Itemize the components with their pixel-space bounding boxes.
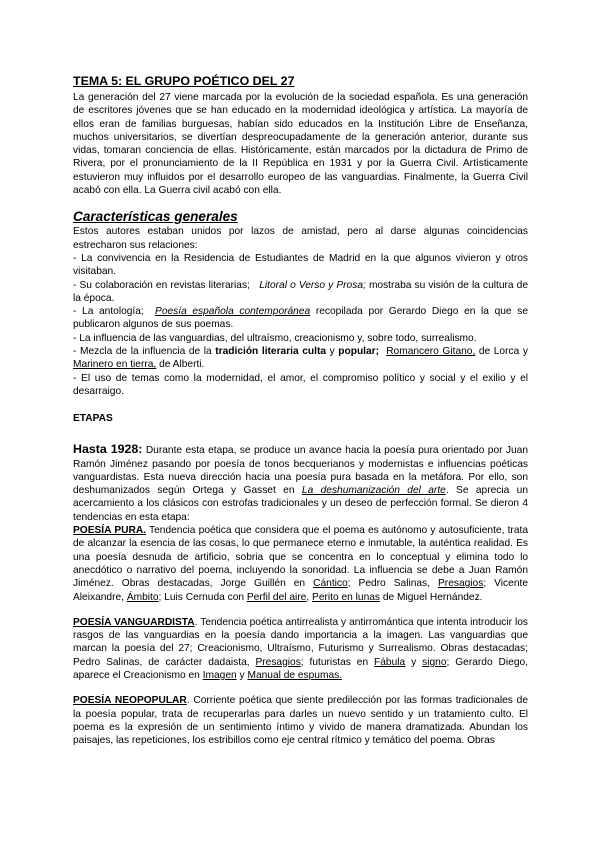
poesia-vanguardista-paragraph: POESÍA VANGUARDISTA. Tendencia poética antirrealista y antirromántica que intenta introducir los rasgos de las vanguardias en la poesía dando importancia a la imagen. Las vanguardias que marcan la poesía del 27; Creacionismo, Ultraísmo, Futurismo y Surrealismo. Obras destacadas; Pedro Salinas, de carácter dadaista, Presagios; futuristas en Fábula y signo; Gerardo Diego, aparece el Creacionismo en Imagen y Manual de espumas.: [73, 616, 528, 681]
document-title: TEMA 5: EL GRUPO POÉTICO DEL 27: [73, 74, 295, 88]
characteristics-lead: Estos autores estaban unidos por lazos de amistad, pero al darse algunas coincidencias estrecharon sus relaciones:: [73, 226, 528, 251]
poesia-neopopular-paragraph: POESÍA NEOPOPULAR. Corriente poética que siente predilección por las formas tradicionales de la poesía popular, trata de recuperarlas para darles un nuevo sentido y un tratamiento culto. El poema es la expresión de un sentimiento íntimo y vivido de manera dramatizada. Abundan los paisajes, las repeticiones, los estribillos como eje central rítmico y temático del poema. Obras: [73, 695, 528, 747]
poesia-pura-paragraph: POESÍA PURA. Tendencia poética que considera que el poema es autónomo y autosuficiente, trata de alcanzar la esencia de las cosas, lo que permanece eterno e inmutable, la auténtica realidad. Es una poesía desnuda de artificio, sobria que se concentra en lo conceptual y elimina todo lo anecdótico o narrativo del poema, incluyendo la sonoridad. La influencia se debe a Juan Ramón Jiménez. Obras destacadas, Jorge Guillén en Cántico; Pedro Salinas, Presagios; Vicente Aleixandre, Ámbito; Luis Cernuda con Perfil del aire, Perito en lunas de Miguel Hernández.: [73, 525, 528, 603]
characteristic-item: - La antología; Poesía española contemporánea recopilada por Gerardo Diego en la que se publicaron algunos de sus poemas.: [73, 306, 528, 331]
etapa-1928-paragraph: Hasta 1928: Durante esta etapa, se produce un avance hacia la poesía pura orientado por Juan Ramón Jiménez pasando por poesía de tonos becquerianos y modernistas e influencias poéticas vanguardistas. Esta nueva dirección hacia una poesía pura basada en la metáfora. Por ello, son deshumanizados según Ortega y Gasset en La deshumanización del arte. Se aprecia un acercamiento a los clásicos con estrofas tradicionales y un deseo de perfección formal. Se dieron 4 tendencias en esta etapa:: [73, 442, 528, 523]
characteristic-item: - Mezcla de la influencia de la tradición literaria culta y popular; Romancero Gitano, de Lorca y Marinero en tierra, de Alberti.: [73, 346, 528, 371]
characteristic-item: - La convivencia en la Residencia de Estudiantes de Madrid en la que algunos vivieron y otros visitaban.: [73, 252, 528, 278]
characteristic-item: - El uso de temas como la modernidad, el amor, el compromiso político y social y el exilio y el desarraigo.: [73, 372, 528, 397]
intro-paragraph: La generación del 27 viene marcada por la evolución de la sociedad española. Es una generación de escritores jóvenes que se han educado en la modernidad ideológica y artística. La mayoría de ellos eran de familias burguesas, habían sido educados en la Institución Libre de Enseñanza, muchos universitarios, se divertían despreocupadamente de la generación anterior, durante sus vidas, tomaran conciencia de ellas. Históricamente, están marcados por la dictadura de Primo de Rivera, por el pronunciamiento de la II República en 1931 y por la Guerra Civil. Artísticamente estuvieron muy influidos por el desarrollo europeo de las vanguardias. Finalmente, la Guerra Civil acabó con ella. La Guerra civil acabó con ella.: [73, 92, 528, 197]
etapas-heading: ETAPAS: [73, 413, 113, 425]
characteristics-heading: Características generales: [73, 209, 238, 225]
characteristic-item: - La influencia de las vanguardias, del ultraísmo, creacionismo y, sobre todo, surrealismo.: [73, 332, 477, 344]
document-page: [73, 74, 528, 747]
characteristic-item: - Su colaboración en revistas literarias; Litoral o Verso y Prosa; mostraba su visión de la cultura de la época.: [73, 279, 528, 304]
